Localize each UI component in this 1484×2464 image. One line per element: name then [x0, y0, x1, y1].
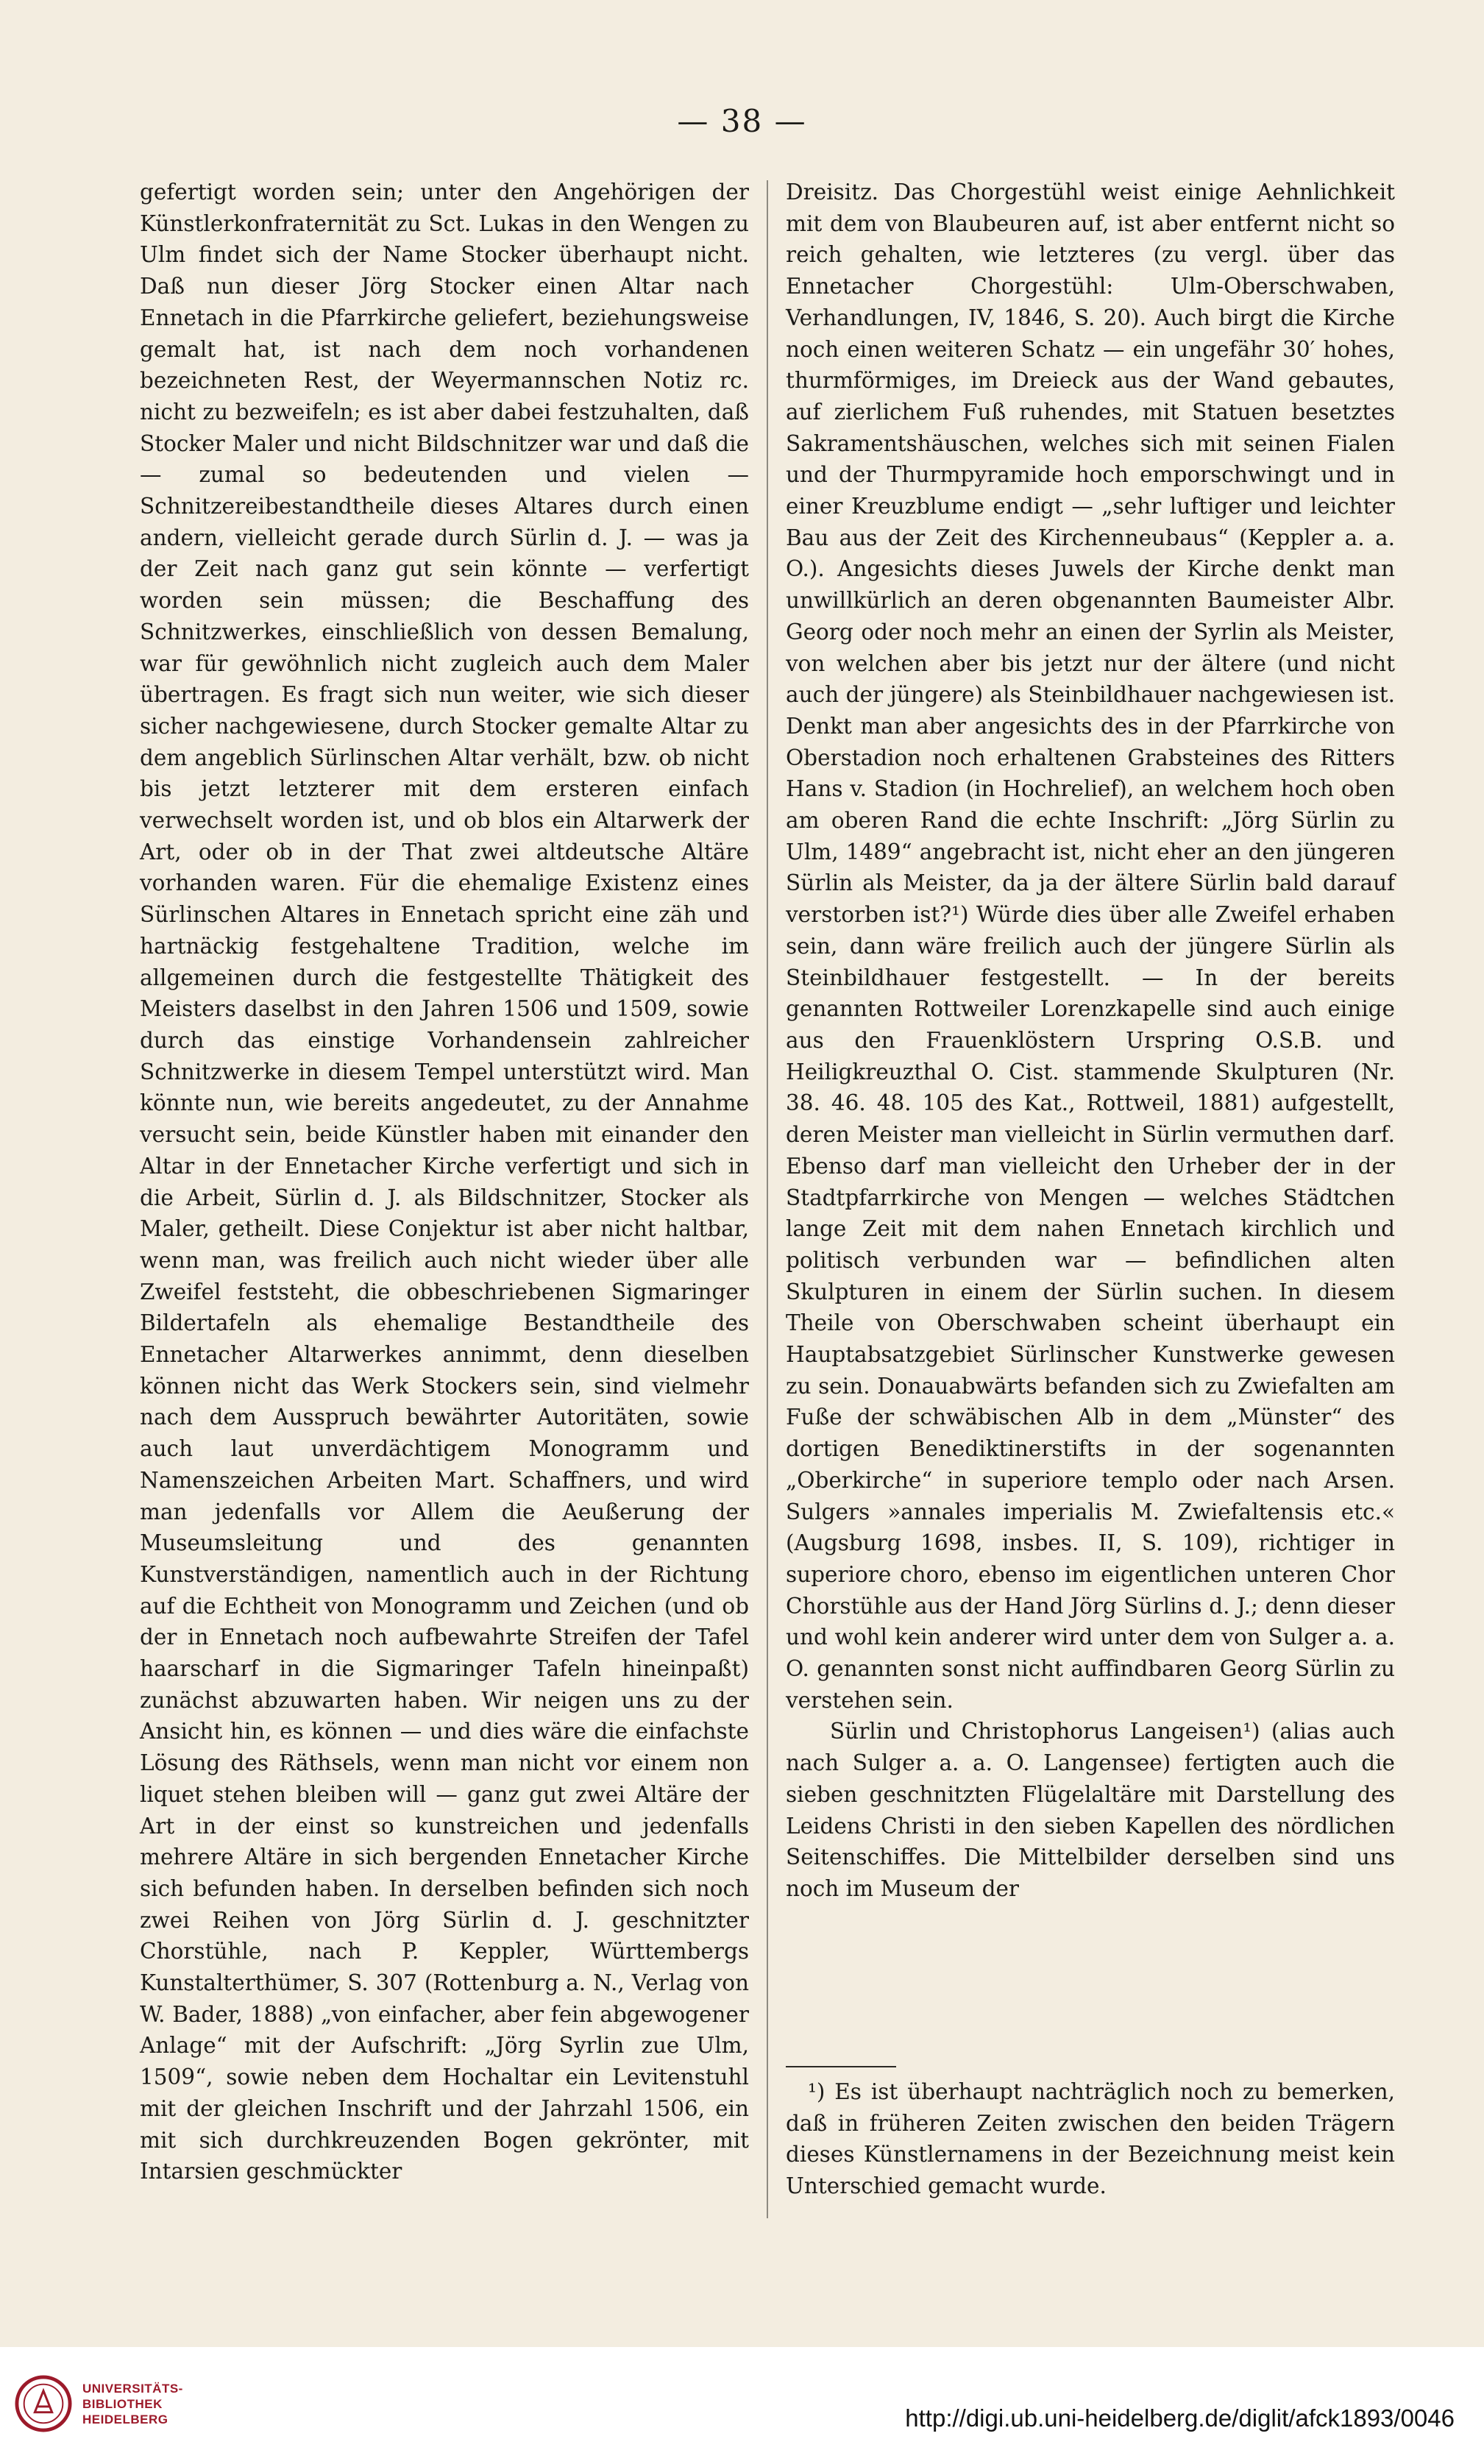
- right-paragraph-2: Sürlin und Christophorus Langeisen¹) (alias auch nach Sulger a. a. O. Langensee) fertigten auch die sieben geschnitzten Flügelaltäre mit Darstellung des Leidens Christi in den sieben Kapellen des nördlichen Seitenschiffes. Die Mittelbilder derselben sind uns noch im Museum der: [786, 1719, 1395, 1901]
- library-name-line-1: UNIVERSITÄTS-: [82, 2381, 183, 2396]
- left-column: [140, 177, 749, 2187]
- footnote-rule: [786, 2066, 896, 2067]
- source-url-link[interactable]: http://digi.ub.uni-heidelberg.de/diglit/afck1893/0046: [905, 2404, 1455, 2432]
- library-name-line-3: HEIDELBERG: [82, 2412, 168, 2426]
- library-seal-icon: [15, 2375, 72, 2432]
- page-number: — 38 —: [677, 103, 807, 139]
- right-column: [786, 177, 1395, 1905]
- library-logo[interactable]: [15, 2375, 183, 2432]
- library-name: [82, 2381, 183, 2427]
- right-paragraph-1: Dreisitz. Das Chorgestühl weist einige Aehnlichkeit mit dem von Blaubeuren auf, ist aber entfernt nicht so reich gehalten, wie letzteres (zu vergl. über das Ennetacher Chorgestühl: Ulm-Oberschwaben, Verhandlungen, IV, 1846, S. 20). Auch birgt die Kirche noch einen weiteren Schatz — ein ungefähr 30′ hohes, thurmförmiges, im Dreieck aus der Wand gebautes, auf zierlichem Fuß ruhendes, mit Statuen besetztes Sakramentshäuschen, welches sich mit seinen Fialen und der Thurmpyramide hoch emporschwingt und in einer Kreuzblume endigt — „sehr luftiger und leichter Bau aus der Zeit des Kirchenneubaus“ (Keppler a. a. O.). Angesichts dieses Juwels der Kirche denkt man unwillkürlich an deren obgenannten Baumeister Albr. Georg oder noch mehr an einen der Syrlin als Meister, von welchen aber bis jetzt nur der ältere (und nicht auch der jüngere) als Steinbildhauer nachgewiesen ist. Denkt man aber angesichts des in der Pfarrkirche von Oberstadion noch erhaltenen Grabsteines des Ritters Hans v. Stadion (in Hochrelief), an welchem hoch oben am oberen Rand die echte Inschrift: „Jörg Sürlin zu Ulm, 1489“ angebracht ist, nicht eher an den jüngeren Sürlin als Meister, da ja der ältere Sürlin bald darauf verstorben ist?¹) Würde dies über alle Zweifel erhaben sein, dann wäre freilich auch der jüngere Sürlin als Steinbildhauer festgestellt. — In der bereits genannten Rottweiler Lorenzkapelle sind auch einige aus den Frauenklöstern Urspring O.S.B. und Heiligkreuzthal O. Cist. stammende Skulpturen (Nr. 38. 46. 48. 105 des Kat., Rottweil, 1881) aufgestellt, deren Meister man vielleicht in Sürlin vermuthen darf. Ebenso darf man vielleicht den Urheber der in der Stadtpfarrkirche von Mengen — welches Städtchen lange Zeit mit dem nahen Ennetach kirchlich und politisch verbunden war — befindlichen alten Skulpturen in einem der Sürlin suchen. In diesem Theile von Oberschwaben scheint überhaupt ein Hauptabsatzgebiet Sürlinscher Kunstwerke gewesen zu sein. Donauabwärts befanden sich zu Zwiefalten am Fuße der schwäbischen Alb in dem „Münster“ des dortigen Benediktinerstifts in der sogenannten „Oberkirche“ in superiore templo oder nach Arsen. Sulgers »annales imperialis M. Zwiefaltensis etc.« (Augsburg 1698, insbes. II, S. 109), richtiger in superiore choro, ebenso im eigentlichen unteren Chor Chorstühle aus der Hand Jörg Sürlins d. J.; denn dieser und wohl kein anderer wird unter dem von Sulger a. a. O. genannten sonst nicht auffindbaren Georg Sürlin zu verstehen sein.: [786, 180, 1395, 1713]
- left-paragraph: gefertigt worden sein; unter den Angehörigen der Künstlerkonfraternität zu Sct. Lukas in den Wengen zu Ulm findet sich der Name Stocker überhaupt nicht. Daß nun dieser Jörg Stocker einen Altar nach Ennetach in die Pfarrkirche geliefert, beziehungsweise gemalt hat, ist nach dem noch vorhandenen bezeichneten Rest, der Weyermannschen Notiz rc. nicht zu bezweifeln; es ist aber dabei festzuhalten, daß Stocker Maler und nicht Bildschnitzer war und daß die — zumal so bedeutenden und vielen — Schnitzereibestandtheile dieses Altares durch einen andern, vielleicht gerade durch Sürlin d. J. — was ja der Zeit nach ganz gut sein könnte — verfertigt worden sein müssen; die Beschaffung des Schnitzwerkes, einschließlich von dessen Bemalung, war für gewöhnlich nicht zugleich auch dem Maler übertragen. Es fragt sich nun weiter, wie sich dieser sicher nachgewiesene, durch Stocker gemalte Altar zu dem angeblich Sürlinschen Altar verhält, bzw. ob nicht bis jetzt letzterer mit dem ersteren einfach verwechselt worden ist, und ob blos ein Altarwerk der Art, oder ob in der That zwei altdeutsche Altäre vorhanden waren. Für die ehemalige Existenz eines Sürlinschen Altares in Ennetach spricht eine zäh und hartnäckig festgehaltene Tradition, welche im allgemeinen durch die festgestellte Thätigkeit des Meisters daselbst in den Jahren 1506 und 1509, sowie durch das einstige Vorhandensein zahlreicher Schnitzwerke in diesem Tempel unterstützt wird. Man könnte nun, wie bereits angedeutet, zu der Annahme versucht sein, beide Künstler haben mit einander den Altar in der Ennetacher Kirche verfertigt und sich in die Arbeit, Sürlin d. J. als Bildschnitzer, Stocker als Maler, getheilt. Diese Conjektur ist aber nicht haltbar, wenn man, was freilich auch nicht wieder über alle Zweifel feststeht, die obbeschriebenen Sigmaringer Bildertafeln als ehemalige Bestandtheile des Ennetacher Altarwerkes annimmt, denn dieselben können nicht das Werk Stockers sein, sind vielmehr nach dem Ausspruch bewährter Autoritäten, sowie auch laut unverdächtigem Monogramm und Namenszeichen Arbeiten Mart. Schaffners, und wird man jedenfalls vor Allem die Aeußerung der Museumsleitung und des genannten Kunstverständigen, namentlich auch in der Richtung auf die Echtheit von Monogramm und Zeichen (und ob der in Ennetach noch aufbewahrte Streifen der Tafel haarscharf in die Sigmaringer Tafeln hineinpaßt) zunächst abzuwarten haben. Wir neigen uns zu der Ansicht hin, es können — und dies wäre die einfachste Lösung des Räthsels, wenn man nicht vor einem non liquet stehen bleiben will — ganz gut zwei Altäre der Art in der einst so kunstreichen und jedenfalls mehrere Altäre in sich bergenden Ennetacher Kirche sich befunden haben. In derselben befinden sich noch zwei Reihen von Jörg Sürlin d. J. geschnitzter Chorstühle, nach P. Keppler, Württembergs Kunstalterthümer, S. 307 (Rottenburg a. N., Verlag von W. Bader, 1888) „von einfacher, aber fein abgewogener Anlage“ mit der Aufschrift: „Jörg Syrlin zue Ulm, 1509“, sowie neben dem Hochaltar ein Levitenstuhl mit der gleichen Inschrift und der Jahrzahl 1506, ein mit sich durchkreuzenden Bogen gekrönter, mit Intarsien geschmückter: [140, 180, 749, 2184]
- footnote-text: ¹) Es ist überhaupt nachträglich noch zu bemerken, daß in früheren Zeiten zwischen den beiden Trägern dieses Künstlernamens in der Bezeichnung meist kein Unterschied gemacht wurde.: [786, 2079, 1395, 2199]
- footnote: [786, 2076, 1395, 2202]
- library-name-line-2: BIBLIOTHEK: [82, 2396, 163, 2411]
- footer-bar: [0, 2347, 1484, 2464]
- column-divider: [767, 180, 768, 2218]
